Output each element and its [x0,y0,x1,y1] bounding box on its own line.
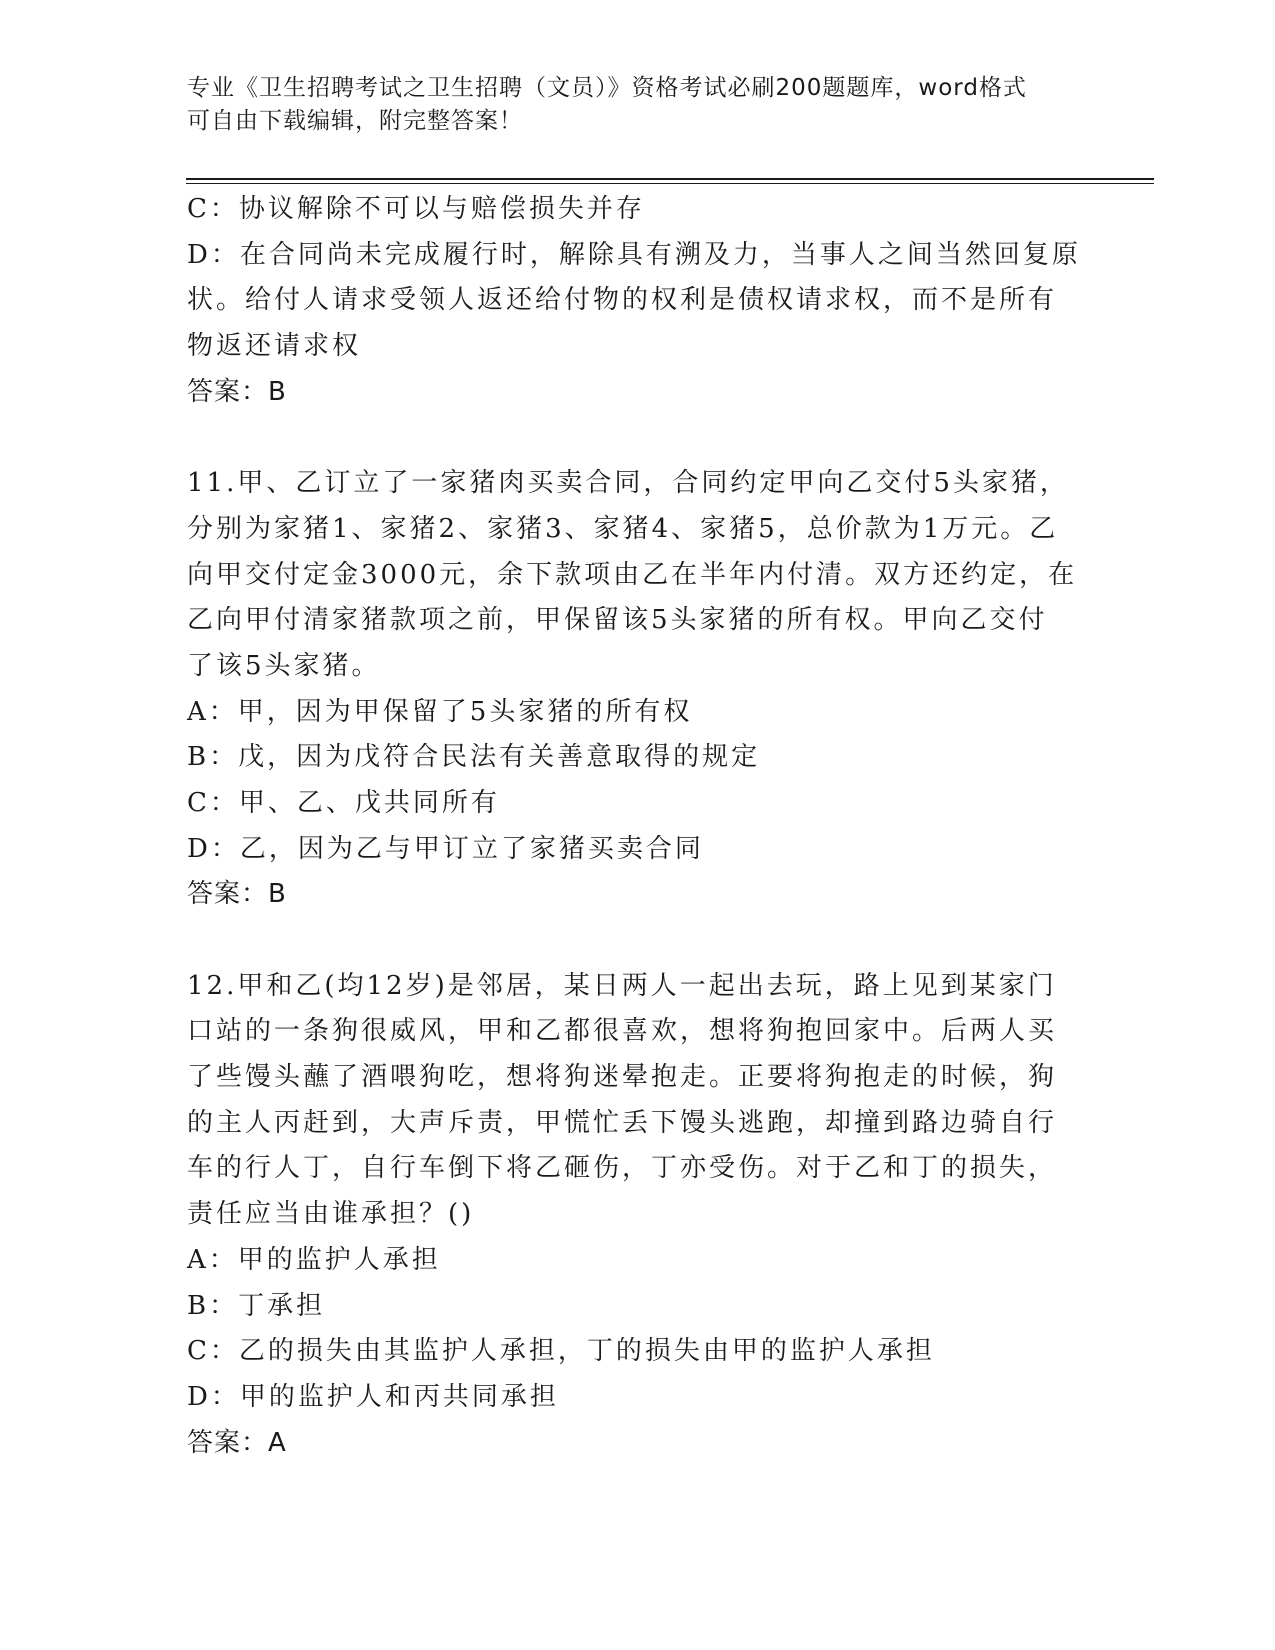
question-stem-line: 了该5头家猪。 [187,650,381,681]
question-stem-line: 分别为家猪1、家猪2、家猪3、家猪4、家猪5，总价款为1万元。乙 [187,513,1059,544]
question-stem-line: 11.甲、乙订立了一家猪肉买卖合同，合同约定甲向乙交付5头家猪， [187,468,1069,499]
header-rule-thin [186,183,1154,184]
question-stem-line: 向甲交付定金3000元，余下款项由乙在半年内付清。双方还约定，在 [187,559,1078,590]
answer-label: 答案：B [187,879,287,910]
page-header [187,72,1087,138]
question-stem-line: 12.甲和乙(均12岁)是邻居，某日两人一起出去玩，路上见到某家门 [187,970,1057,1001]
question-stem-line: 的主人丙赶到，大声斥责，甲慌忙丢下馒头逃跑，却撞到路边骑自行 [187,1107,1058,1138]
option-b: B：丁承担 [187,1290,326,1321]
answer-label: 答案：B [187,376,287,407]
spacer [187,415,1087,461]
option-c: C：协议解除不可以与赔偿损失并存 [187,194,645,224]
option-a: A：甲，因为甲保留了5头家猪的所有权 [187,696,693,727]
option-d-line-3: 物返还请求权 [187,331,362,362]
option-c: C：甲、乙、戊共同所有 [187,787,500,818]
option-d-line-2: 状。给付人请求受领人返还给付物的权利是债权请求权，而不是所有 [187,285,1058,316]
header-title-line-1: 专业《卫生招聘考试之卫生招聘（文员）》资格考试必刷200题题库，word格式 [187,75,1027,101]
answer-label: 答案：A [187,1427,287,1458]
option-d-line-1: D：在合同尚未完成履行时，解除具有溯及力，当事人之间当然回复原 [187,239,1081,270]
option-b: B：戊，因为戊符合民法有关善意取得的规定 [187,742,761,773]
question-stem-line: 车的行人丁，自行车倒下将乙砸伤，丁亦受伤。对于乙和丁的损失， [187,1153,1058,1184]
spacer [187,918,1087,964]
question-stem-line: 口站的一条狗很威风，甲和乙都很喜欢，想将狗抱回家中。后两人买 [187,1016,1058,1047]
question-stem-line: 了些馒头蘸了酒喂狗吃，想将狗迷晕抱走。正要将狗抱走的时候，狗 [187,1062,1058,1093]
option-c: C：乙的损失由其监护人承担，丁的损失由甲的监护人承担 [187,1336,935,1367]
header-title-line-2: 可自由下载编辑，附完整答案！ [187,108,523,134]
header-rule-thick [186,178,1154,180]
option-a: A：甲的监护人承担 [187,1244,441,1275]
option-d: D：甲的监护人和丙共同承担 [187,1381,559,1412]
option-d: D：乙，因为乙与甲订立了家猪买卖合同 [187,833,704,864]
question-stem-line: 乙向甲付清家猪款项之前，甲保留该5头家猪的所有权。甲向乙交付 [187,605,1048,636]
question-stem-line: 责任应当由谁承担？() [187,1199,475,1230]
previous-question [187,187,1087,415]
document-body [187,187,1087,1466]
question-11 [187,461,1087,918]
question-12 [187,964,1087,1467]
